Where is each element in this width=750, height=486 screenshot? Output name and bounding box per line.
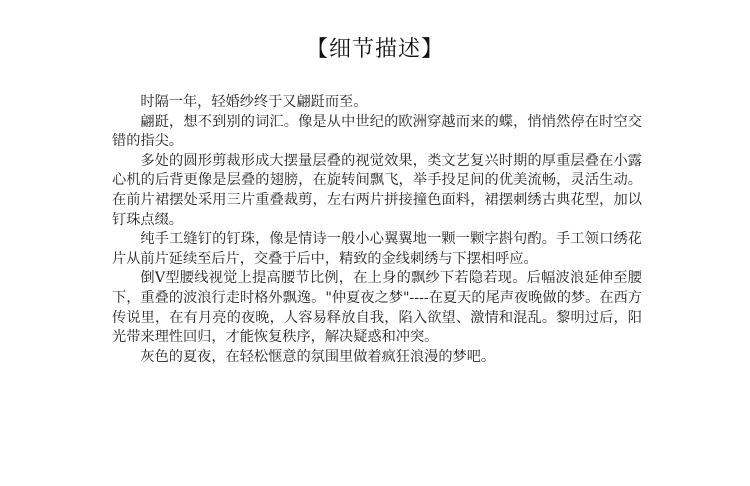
section-title: 【细节描述】 [305,37,444,62]
description-article [112,93,642,367]
paragraph-6: 灰色的夏夜，在轻松惬意的氛围里做着疯狂浪漫的梦吧。 [140,348,496,365]
paragraph-5: 倒V型腰线视觉上提高腰节比例，在上身的飘纱下若隐若现。后幅波浪延伸至腰下，重叠的波浪行走时格外飘逸。"仲夏夜之梦"----在夏天的尾声夜晚做的梦。在西方传说里，在有月亮的夜晚，人容易释放自我，陷入欲望、激情和混乱。黎明过后，阳光带来理性回归，才能恢复秩序，解决疑惑和冲突。 [112,270,642,346]
paragraph-2: 翩跹，想不到别的词汇。像是从中世纪的欧洲穿越而来的蝶，悄悄然停在时空交错的指尖。 [112,113,642,150]
paragraph-3: 多处的圆形剪裁形成大摆量层叠的视觉效果，类文艺复兴时期的厚重层叠在小露心机的后背更像是层叠的翅膀，在旋转间飘飞，举手投足间的优美流畅，灵活生动。在前片裙摆处采用三片重叠裁剪，左右两片拼接撞色面料，裙摆刺绣古典花型，加以钉珠点缀。 [112,152,642,228]
paragraph-1: 时隔一年，轻婚纱终于又翩跹而至。 [140,94,368,110]
paragraph-4: 纯手工缝钉的钉珠，像是情诗一般小心翼翼地一颗一颗字斟句酌。手工领口绣花片从前片延续至后片，交叠于后中，精致的金线刺绣与下摆相呼应。 [112,231,642,267]
